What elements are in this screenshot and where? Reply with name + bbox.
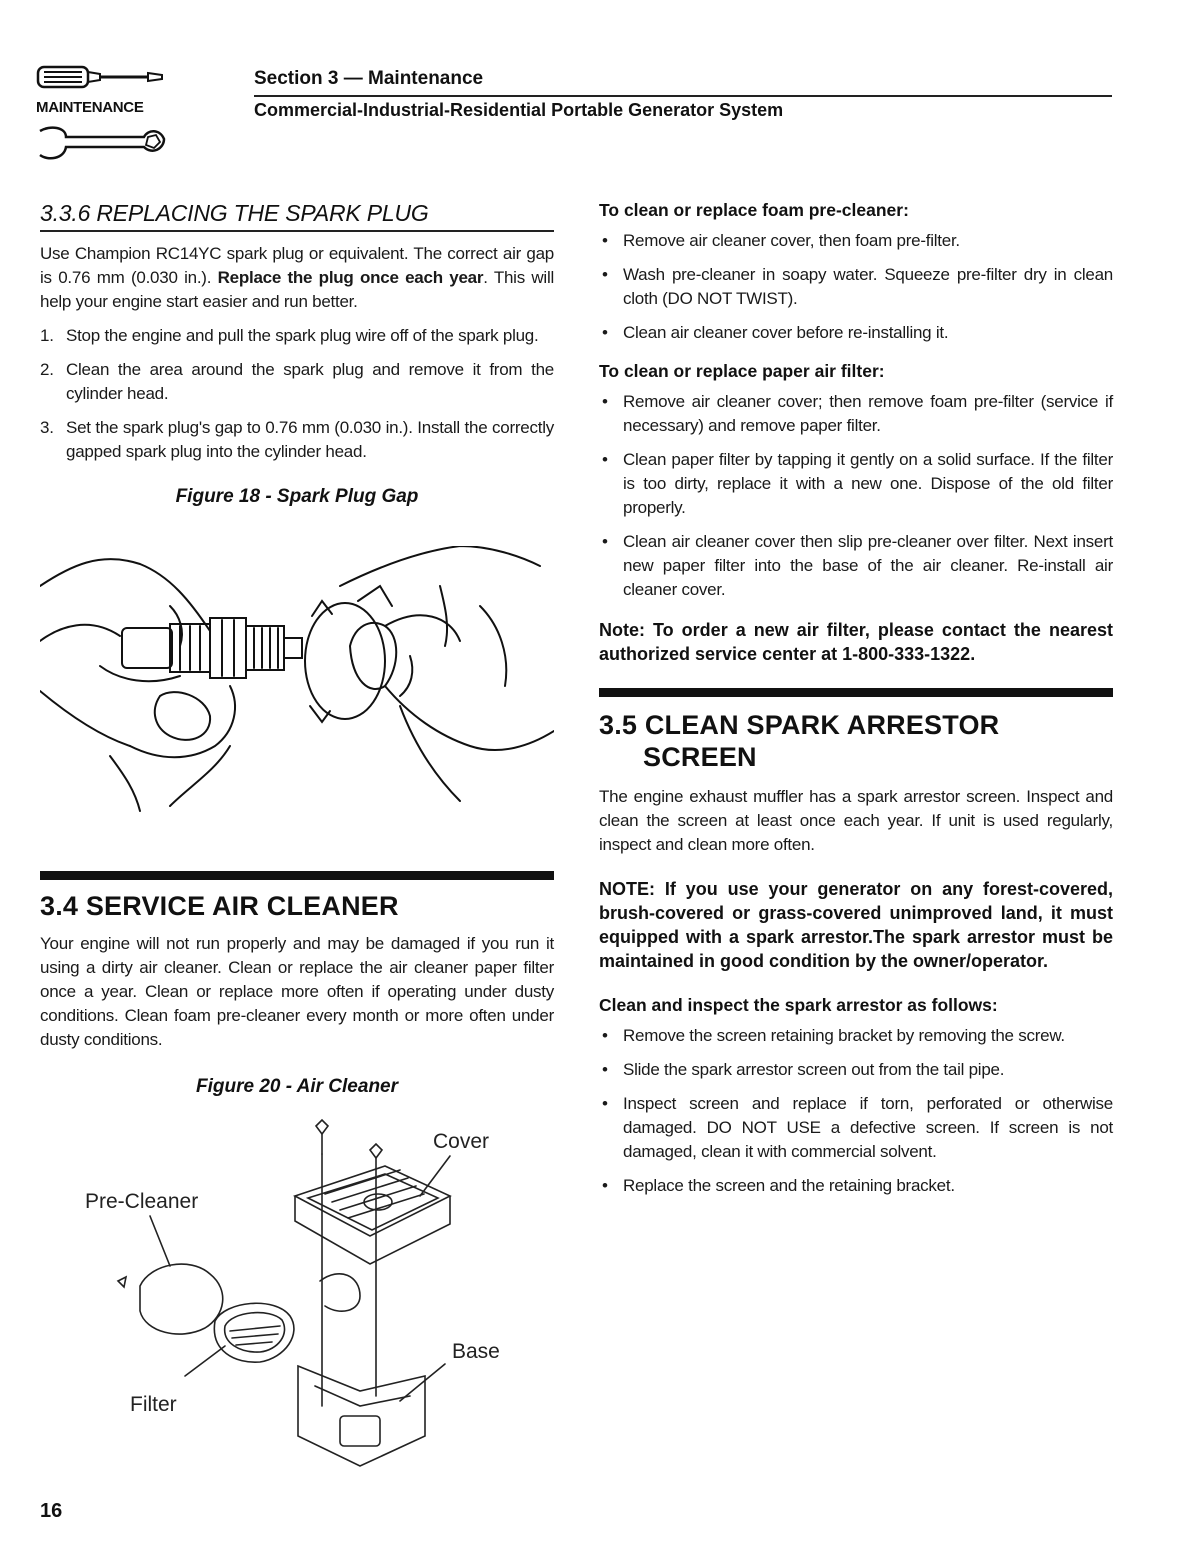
screwdriver-icon — [36, 63, 166, 93]
paper-filter-heading: To clean or replace paper air filter: — [599, 361, 885, 381]
list-item: • Wash pre-cleaner in soapy water. Squeeze pre-filter dry in clean cloth (DO NOT TWIST). — [599, 263, 1113, 311]
step-text: Clean the area around the spark plug and remove it from the cylinder head. — [66, 360, 554, 403]
section-title: Section 3 — Maintenance — [254, 68, 484, 89]
list-item — [40, 358, 554, 406]
section-3-5-title-line1: 3.5 CLEAN SPARK ARRESTOR — [599, 710, 1000, 740]
list-item: • Slide the spark arrestor screen out from the tail pipe. — [599, 1058, 1113, 1082]
section-3-5-bar — [599, 688, 1113, 697]
section-3-4-bar — [40, 871, 554, 880]
section-3-5-title — [599, 709, 1113, 773]
spark-plug-heading: 3.3.6 REPLACING THE SPARK PLUG — [40, 200, 554, 232]
list-item: • Remove air cleaner cover; then remove foam pre-filter (service if necessary) and remove paper filter. — [599, 390, 1113, 438]
section-3-4-title: 3.4 SERVICE AIR CLEANER — [40, 891, 399, 921]
base-label: Base — [452, 1340, 500, 1363]
step-text: Set the spark plug's gap to 0.76 mm (0.030 in.). Install the correctly gapped spark plug into the cylinder head. — [66, 418, 554, 461]
logo-label: MAINTENANCE — [36, 99, 144, 116]
list-item: • Clean air cleaner cover then slip pre-cleaner over filter. Next insert new paper filter into the base of the air cleaner. Re-install air cleaner cover. — [599, 530, 1113, 602]
foam-bullets — [599, 229, 1113, 345]
maintenance-logo — [36, 55, 176, 165]
section-3-5-title-line2: SCREEN — [643, 742, 757, 772]
arrestor-steps-heading: Clean and inspect the spark arrestor as follows: — [599, 995, 998, 1015]
list-item: • Inspect screen and replace if torn, perforated or otherwise damaged. DO NOT USE a defective screen. If screen is not damaged, clean it with commercial solvent. — [599, 1092, 1113, 1164]
arrestor-body: The engine exhaust muffler has a spark arrestor screen. Inspect and clean the screen at least once each year. If unit is used regularly, inspect and clean more often. — [599, 787, 1113, 854]
right-column — [599, 200, 1113, 1208]
spark-plug-intro-text-end: . This will help your engine start easier and run better. — [40, 268, 554, 311]
list-item: • Remove the screen retaining bracket by removing the screw. — [599, 1024, 1113, 1048]
air-cleaner-body: Your engine will not run properly and may be damaged if you run it using a dirty air cleaner. Clean or replace the air cleaner paper filter once a year. Clean or replace more often if operating under dusty conditions. Clean foam pre-cleaner every month or more often under dusty conditions. — [40, 934, 554, 1049]
spark-plug-steps — [40, 324, 554, 464]
step-number: 2. — [40, 360, 54, 379]
step-number: 3. — [40, 418, 54, 437]
list-item: • Clean paper filter by tapping it gently on a solid surface. If the filter is too dirty, replace it with a new one. Dispose of the old filter properly. — [599, 448, 1113, 520]
arrestor-note: NOTE: If you use your generator on any forest-covered, brush-covered or grass-covered unimproved land, it must equipped with a spark arrestor.The spark arrestor must be maintained in good condition by the owner/operator. — [599, 879, 1113, 971]
filter-label: Filter — [130, 1393, 177, 1416]
arrestor-bullets — [599, 1024, 1113, 1198]
spark-plug-gap-illustration — [40, 546, 554, 816]
document-subtitle: Commercial-Industrial-Residential Portable Generator System — [254, 100, 784, 120]
header-rule — [254, 95, 1112, 97]
list-item: • Remove air cleaner cover, then foam pre-filter. — [599, 229, 1113, 253]
step-number: 1. — [40, 326, 54, 345]
step-text: Stop the engine and pull the spark plug wire off of the spark plug. — [66, 326, 539, 345]
list-item: • Clean air cleaner cover before re-installing it. — [599, 321, 1113, 345]
list-item — [40, 324, 554, 348]
spark-plug-intro — [40, 242, 554, 314]
cover-label: Cover — [433, 1130, 490, 1153]
spark-plug-intro-text: Use Champion RC14YC spark plug or equivalent. The correct air gap is 0.76 mm (0.030 in.). — [40, 244, 554, 287]
spark-plug-intro-bold: Replace the plug once each year — [217, 268, 484, 287]
list-item — [40, 416, 554, 464]
figure-18-caption: Figure 18 - Spark Plug Gap — [175, 486, 419, 507]
figure-20-caption: Figure 20 - Air Cleaner — [195, 1076, 399, 1097]
list-item: • Replace the screen and the retaining bracket. — [599, 1174, 1113, 1198]
page-number: 16 — [40, 1500, 63, 1522]
left-column — [40, 200, 554, 1476]
foam-heading: To clean or replace foam pre-cleaner: — [599, 200, 909, 220]
paper-filter-bullets — [599, 390, 1113, 602]
pre-cleaner-label: Pre-Cleaner — [85, 1190, 199, 1213]
air-cleaner-diagram — [40, 1106, 554, 1476]
air-filter-note: Note: To order a new air filter, please contact the nearest authorized service center at 1-800-333-1322. — [599, 620, 1113, 664]
wrench-icon — [36, 123, 166, 163]
